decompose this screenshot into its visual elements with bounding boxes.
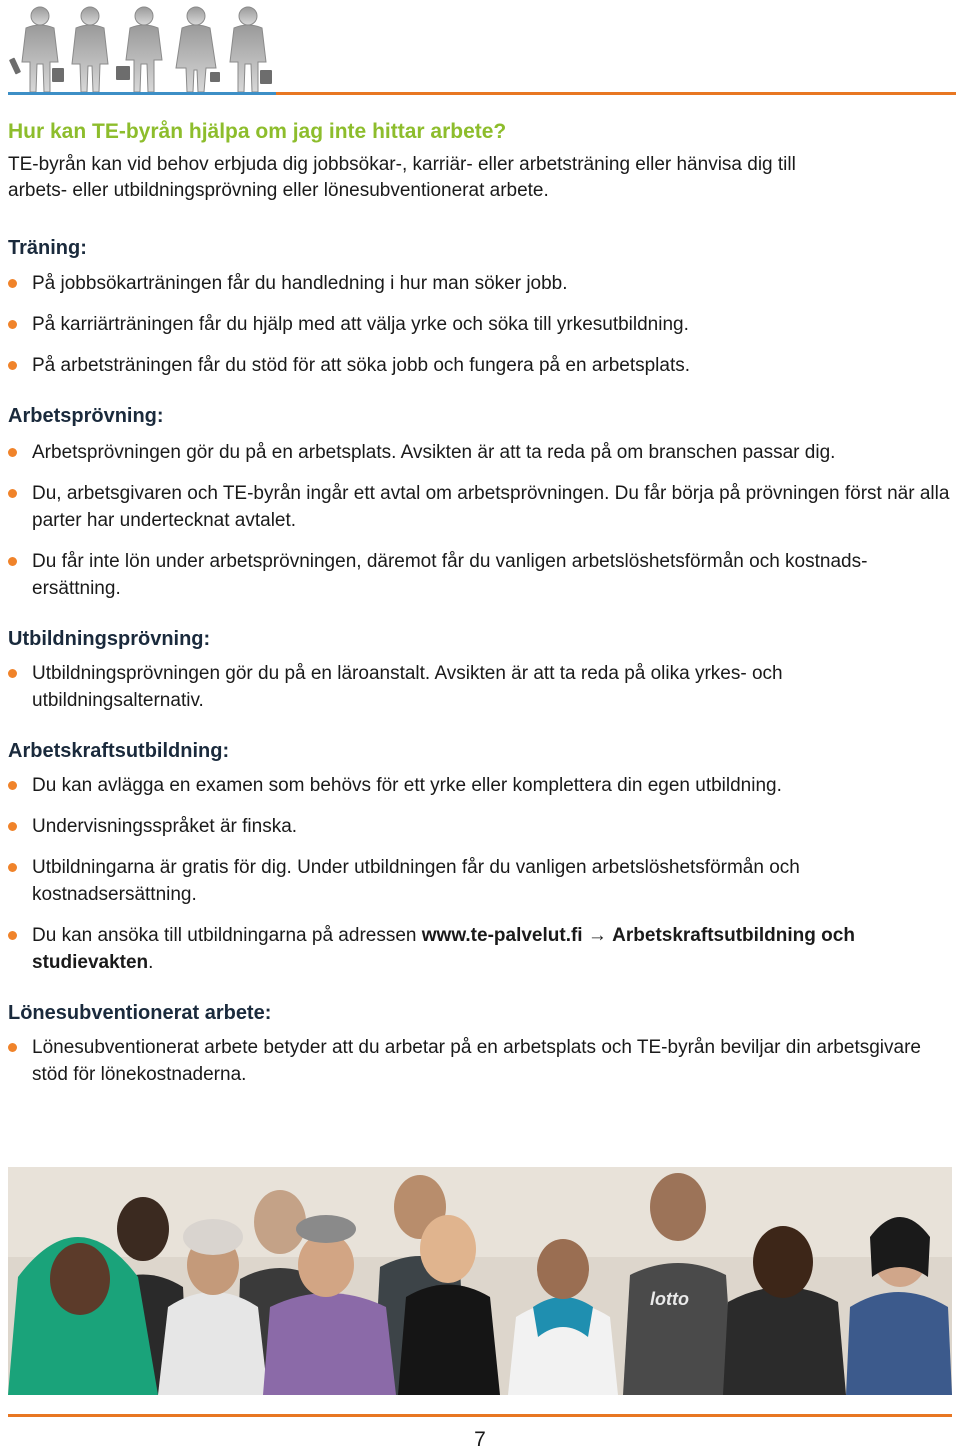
- section-heading-arbetskraftsutbildning: Arbetskraftsutbildning:: [8, 740, 230, 762]
- list-item: På karriärträningen får du hjälp med att välja yrke och söka till yrkesutbildning.: [8, 311, 954, 338]
- bullet-icon: [8, 781, 17, 790]
- bullet-icon: [8, 863, 17, 872]
- section-heading-arbetsprovning: Arbetsprövning:: [8, 405, 164, 427]
- header-rule-blue: [8, 92, 276, 95]
- group-photo-icon: [8, 1167, 952, 1395]
- arbetsprovning-list: [8, 439, 954, 602]
- lonesubventionerat-list: [8, 1034, 954, 1088]
- section-heading-lonesubventionerat: Lönesubventionerat arbete:: [8, 1002, 272, 1024]
- link-item-prefix: Du kan ansöka till utbildningarna på adressen: [32, 925, 422, 946]
- intro-line-2: arbets- eller utbildningsprövning eller lönesubventionerat arbete.: [8, 180, 549, 201]
- header-rule-orange: [276, 92, 956, 95]
- list-item: Lönesubventionerat arbete betyder att du arbetar på en arbetsplats och TE-byrån beviljar din arbetsgivare stöd för lönekostnaderna.: [8, 1034, 954, 1088]
- bullet-icon: [8, 557, 17, 566]
- bullet-icon: [8, 448, 17, 457]
- bullet-icon: [8, 279, 17, 288]
- list-item: På jobbsökarträningen får du handledning i hur man söker jobb.: [8, 270, 954, 297]
- workers-illustration-icon: [4, 2, 279, 97]
- list-item: Utbildningarna är gratis för dig. Under utbildningen får du vanligen arbetslöshetsförmån och kostnadsersättning.: [8, 854, 954, 908]
- section-heading-traning: Träning:: [8, 237, 87, 259]
- footer-rule: [8, 1414, 952, 1417]
- page-number: 7: [474, 1428, 486, 1451]
- arbetskraftsutbildning-list: [8, 772, 954, 976]
- list-item: Undervisningsspråket är finska.: [8, 813, 954, 840]
- list-item: Du får inte lön under arbetsprövningen, däremot får du vanligen arbetslöshetsförmån och kostnads-ersättning.: [8, 548, 954, 602]
- bullet-icon: [8, 320, 17, 329]
- group-photo: [8, 1167, 952, 1395]
- utbildningsprovning-list: [8, 660, 954, 714]
- website-link[interactable]: www.te-palvelut.fi: [421, 925, 583, 946]
- bullet-icon: [8, 1043, 17, 1052]
- main-content: [8, 118, 954, 1088]
- shirt-text: lotto: [650, 1289, 689, 1309]
- list-item: Du, arbetsgivaren och TE-byrån ingår ett avtal om arbetsprövningen. Du får börja på prövningen först när alla parter har undertecknat avtalet.: [8, 480, 954, 534]
- link-item-bold-text: Arbetskraftsutbildning och studievakten: [32, 925, 855, 973]
- arrow-icon: →: [582, 925, 613, 946]
- traning-list: [8, 270, 954, 379]
- bullet-icon: [8, 489, 17, 498]
- page-title: Hur kan TE-byrån hjälpa om jag inte hittar arbete?: [8, 120, 507, 143]
- section-heading-utbildningsprovning: Utbildningsprövning:: [8, 628, 211, 650]
- bullet-icon: [8, 669, 17, 678]
- list-item: På arbetsträningen får du stöd för att söka jobb och fungera på en arbetsplats.: [8, 352, 954, 379]
- bullet-icon: [8, 822, 17, 831]
- list-item: Arbetsprövningen gör du på en arbetsplats. Avsikten är att ta reda på om branschen passar dig.: [8, 439, 954, 466]
- list-item: Du kan avlägga en examen som behövs för ett yrke eller komplettera din egen utbildning.: [8, 772, 954, 799]
- list-item: [8, 922, 954, 976]
- link-item-suffix: .: [148, 952, 154, 973]
- list-item: Utbildningsprövningen gör du på en läroanstalt. Avsikten är att ta reda på olika yrkes- och utbildningsalternativ.: [8, 660, 954, 714]
- bullet-icon: [8, 361, 17, 370]
- bullet-icon: [8, 931, 17, 940]
- intro-line-1: TE-byrån kan vid behov erbjuda dig jobbsökar-, karriär- eller arbetsträning eller hänvisa dig till: [8, 154, 796, 175]
